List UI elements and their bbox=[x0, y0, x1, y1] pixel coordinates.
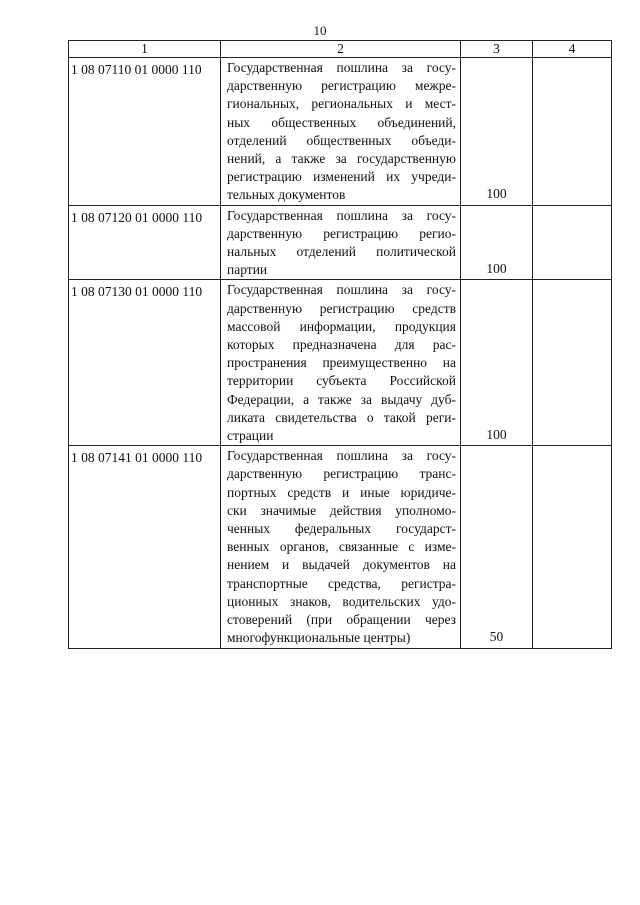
budget-code-cell: 1 08 07110 01 0000 110 bbox=[69, 58, 221, 206]
description-line: которых предназначена для рас- bbox=[227, 337, 456, 353]
description-line: нением и выдачей документов на bbox=[227, 557, 456, 573]
description-line: тельных документов bbox=[227, 187, 346, 203]
description-line: страции bbox=[227, 428, 274, 444]
column-header-4: 4 bbox=[533, 41, 612, 58]
amount-cell: 100 bbox=[461, 58, 533, 206]
description-line: нальных отделений политической bbox=[227, 244, 456, 260]
description-line: регистрацию изменений их учреди- bbox=[227, 169, 456, 185]
budget-code-cell: 1 08 07130 01 0000 110 bbox=[69, 280, 221, 446]
amount-cell: 100 bbox=[461, 280, 533, 446]
description-line: портных средств и иные юридиче- bbox=[227, 484, 456, 500]
description-line: нений, а также за государственную bbox=[227, 151, 456, 167]
description-line: гиональных, региональных и мест- bbox=[227, 96, 456, 112]
description-line: транспортные средства, регистра- bbox=[227, 575, 456, 591]
description-line: Государственная пошлина за госу- bbox=[227, 448, 456, 464]
description-line: дарственную регистрацию средств bbox=[227, 300, 456, 316]
description-line: Федерации, а также за выдачу дуб- bbox=[227, 391, 456, 407]
description-line: ски значимые действия уполномо- bbox=[227, 502, 456, 518]
description-line: Государственная пошлина за госу- bbox=[227, 207, 456, 223]
column-4-cell bbox=[533, 280, 612, 446]
description-line: ликата свидетельства о такой реги- bbox=[227, 409, 456, 425]
column-header-3: 3 bbox=[461, 41, 533, 58]
description-line: ченных федеральных государст- bbox=[227, 521, 456, 537]
amount-cell: 50 bbox=[461, 446, 533, 648]
description-line: дарственную регистрацию регио- bbox=[227, 225, 456, 241]
fee-table bbox=[68, 40, 612, 649]
description-line: отделений общественных объеди- bbox=[227, 132, 456, 148]
description-line: партии bbox=[227, 262, 268, 278]
fee-description-cell bbox=[221, 280, 461, 446]
budget-code-cell: 1 08 07141 01 0000 110 bbox=[69, 446, 221, 648]
table-row bbox=[69, 280, 612, 446]
description-line: территории субъекта Российской bbox=[227, 373, 456, 389]
description-line: дарственную регистрацию транс- bbox=[227, 466, 456, 482]
description-line: стоверений (при обращении через bbox=[227, 612, 456, 628]
fee-description-cell bbox=[221, 446, 461, 648]
column-header-2: 2 bbox=[221, 41, 461, 58]
description-line: ных общественных объединений, bbox=[227, 114, 456, 130]
header-row bbox=[69, 41, 612, 58]
fee-description-cell bbox=[221, 205, 461, 280]
table-row bbox=[69, 58, 612, 206]
description-line: ционных знаков, водительских удо- bbox=[227, 593, 456, 609]
description-line: Государственная пошлина за госу- bbox=[227, 60, 456, 75]
description-line: многофункциональные центры) bbox=[227, 630, 411, 646]
column-header-1: 1 bbox=[69, 41, 221, 58]
column-4-cell bbox=[533, 58, 612, 206]
page-number: 10 bbox=[313, 23, 327, 38]
budget-code-cell: 1 08 07120 01 0000 110 bbox=[69, 205, 221, 280]
fee-description-cell bbox=[221, 58, 461, 206]
description-line: пространения преимущественно на bbox=[227, 355, 456, 371]
description-line: Государственная пошлина за госу- bbox=[227, 282, 456, 298]
table-row bbox=[69, 446, 612, 648]
description-line: массовой информации, продукция bbox=[227, 318, 456, 334]
description-line: венных органов, связанные с изме- bbox=[227, 539, 456, 555]
column-4-cell bbox=[533, 205, 612, 280]
description-line: дарственную регистрацию межре- bbox=[227, 78, 456, 94]
column-4-cell bbox=[533, 446, 612, 648]
amount-cell: 100 bbox=[461, 205, 533, 280]
table-row bbox=[69, 205, 612, 280]
